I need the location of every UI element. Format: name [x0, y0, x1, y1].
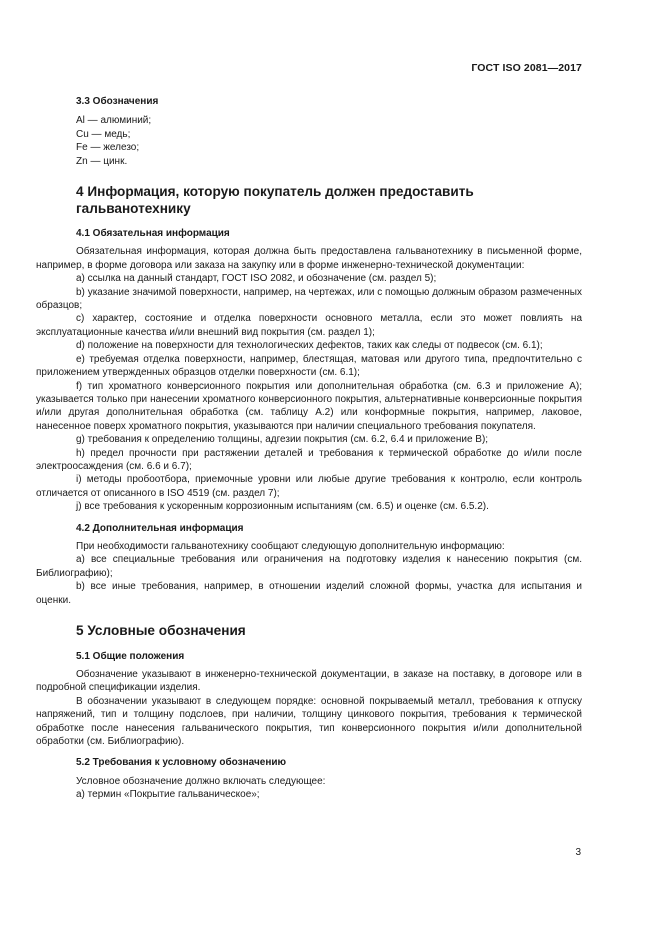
paragraph: Обозначение указывают в инженерно-технической документации, в заказе на поставку, в договоре или в подробной спецификации изделия. [36, 668, 582, 694]
list-item: g) требования к определению толщины, адгезии покрытия (см. 6.2, 6.4 и приложение В); [76, 434, 489, 446]
section-5-2-heading: 5.2 Требования к условному обозначению [76, 757, 287, 769]
list-item: b) указание значимой поверхности, например, на чертежах, или с помощью должным образом размеченных образцов; [36, 286, 582, 312]
list-item: b) все иные требования, например, в отношении изделий сложной формы, участка для испытания и оценки. [36, 581, 582, 606]
list-item: i) методы пробоотбора, приемочные уровни или любые другие требования к контролю, если контроль отличается от описанного в ISO 4519 (см. раздел 7); [36, 474, 582, 499]
list-item: d) положение на поверхности для технологических дефектов, таких как следы от подвесок (см. 6.1); [76, 340, 543, 352]
section-4-1-intro: Обязательная информация, которая должна быть предоставлена гальванотехнику в письменной форме, например, в форме договора или заказа на закупку или в форме инженерно-технической документации: [36, 246, 582, 271]
document-body [36, 95, 582, 802]
list-item: c) характер, состояние и отделка поверхности основного металла, если это может повлиять на эксплуатационные качества и/или внешний вид покрытия (см. раздел 1); [36, 313, 582, 338]
list-item: j) все требования к ускоренным коррозионным испытаниям (см. 6.5) и оценке (см. 6.5.2). [76, 501, 489, 513]
section-3-3-heading: 3.3 Обозначения [76, 96, 159, 107]
list-item: Fe — железо; [76, 142, 140, 154]
doc-code-header: ГОСТ ISO 2081—2017 [471, 62, 582, 74]
list-item: f) тип хроматного конверсионного покрытия или дополнительная обработка (см. 6.3 и приложение А); указывается только при нанесении хроматного конверсионного покрытия, альтернативные конверсионные покрытия и/или другая дополнительная обработка (см. таблицу А.2) или конформные покрытия, например, лаковое, нанесенное поверх хроматного покрытия, указываются при наличии специального требования покупателя. [36, 380, 582, 432]
section-4-2-heading: 4.2 Дополнительная информация [76, 522, 244, 534]
section-5-2-intro: Условное обозначение должно включать следующее: [76, 775, 326, 787]
section-4-2-intro: При необходимости гальванотехнику сообщают следующую дополнительную информацию: [76, 540, 505, 552]
section-5-heading: 5 Условные обозначения [76, 623, 246, 638]
section-4-1-heading: 4.1 Обязательная информация [76, 228, 230, 240]
designations-list [36, 114, 582, 168]
list-item: a) термин «Покрытие гальваническое»; [76, 789, 260, 801]
section-5-1-heading: 5.1 Общие положения [76, 650, 185, 662]
page-number: 3 [575, 847, 581, 858]
list-item: a) ссылка на данный стандарт, ГОСТ ISO 2082, и обозначение (см. раздел 5); [76, 273, 437, 285]
section-4-heading: 4 Информация, которую покупатель должен предоставить гальванотехнику [76, 184, 474, 216]
list-item: h) предел прочности при растяжении деталей и требования к термической обработке до и/или после электроосаждения (см. 6.6 и 6.7); [36, 447, 582, 472]
list-item: Zn — цинк. [76, 155, 128, 167]
list-item: e) требуемая отделка поверхности, например, блестящая, матовая или другого типа, предпочтительно с приложением утвержденных образцов отделки поверхности (см. 6.1); [36, 353, 582, 379]
list-item: a) все специальные требования или ограничения на подготовку изделия к нанесению покрытия (см. Библиографию); [36, 554, 582, 579]
list-item: Cu — медь; [76, 128, 131, 140]
paragraph: В обозначении указывают в следующем порядке: основной покрываемый металл, требования к отпуску напряжений, тип и толщину подслоев, при наличии, толщину цинкового покрытия, требования к термической обработке после нанесения гальванического покрытия, тип конверсионного покрытия и/или дополнительной обработки (см. Библиографию). [36, 695, 582, 747]
list-item: Al — алюминий; [76, 115, 152, 127]
